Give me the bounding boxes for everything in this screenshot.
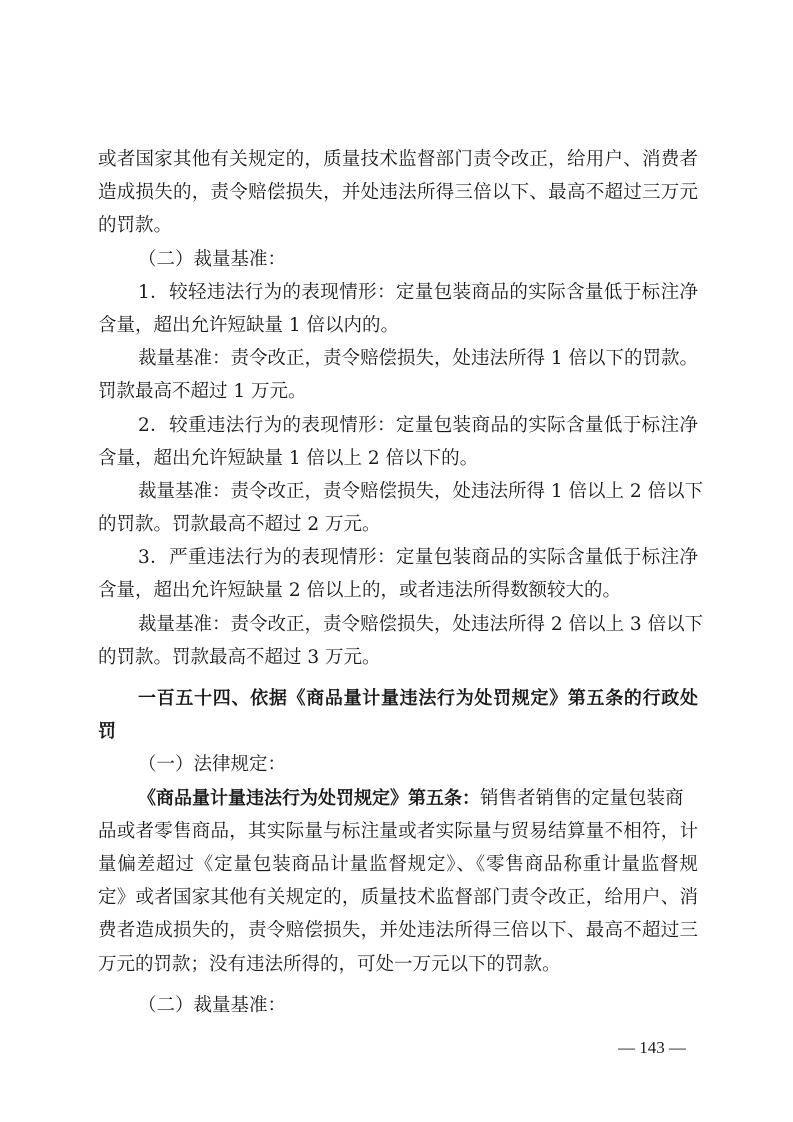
text-line: 定》或者国家其他有关规定的，质量技术监督部门责令改正，给用户、消	[98, 887, 698, 909]
text-line: 品或者零售商品，其实际量与标注量或者实际量与贸易结算量不相符，计	[98, 820, 698, 842]
text-line: 罚款最高不超过 1 万元。	[98, 381, 307, 403]
text-line: 裁量基准：责令改正，责令赔偿损失，处违法所得 2 倍以上 3 倍以下	[138, 613, 704, 635]
text-line: 含量，超出允许短缺量 1 倍以内的。	[98, 314, 400, 336]
text-line: 含量，超出允许短缺量 1 倍以上 2 倍以下的。	[98, 447, 479, 469]
text-line: 含量，超出允许短缺量 2 倍以上的，或者违法所得数额较大的。	[98, 580, 622, 602]
text-line: 费者造成损失的，责令赔偿损失，并处违法所得三倍以下、最高不超过三	[98, 920, 698, 942]
text-line: 2．较重违法行为的表现情形：定量包装商品的实际含量低于标注净	[138, 414, 698, 436]
text-line: （二）裁量基准：	[138, 248, 287, 270]
section-heading-line: 罚	[98, 721, 116, 743]
text-line: 裁量基准：责令改正，责令赔偿损失，处违法所得 1 倍以下的罚款。	[138, 348, 699, 370]
section-heading-line: 一百五十四、依据《商品量计量违法行为处罚规定》第五条的行政处	[138, 688, 698, 709]
text-line: 造成损失的，责令赔偿损失，并处违法所得三倍以下、最高不超过三万元	[98, 182, 698, 204]
text-line: 的罚款。	[98, 215, 173, 237]
document-body	[98, 143, 704, 1022]
text-line: 万元的罚款；没有违法所得的，可处一万元以下的罚款。	[98, 953, 561, 975]
statute-citation: 《商品量计量违法行为处罚规定》第五条：	[138, 787, 480, 809]
text-line: 裁量基准：责令改正，责令赔偿损失，处违法所得 1 倍以上 2 倍以下	[138, 480, 704, 502]
text-line: （一）法律规定：	[138, 754, 287, 776]
text-line: 1．较轻违法行为的表现情形：定量包装商品的实际含量低于标注净	[138, 281, 698, 303]
page-number: — 143 —	[618, 1038, 686, 1057]
text-line: 量偏差超过《定量包装商品计量监督规定》、《零售商品称重计量监督规	[98, 853, 698, 875]
text-line: 的罚款。罚款最高不超过 3 万元。	[98, 646, 381, 668]
statute-text: 销售者销售的定量包装商	[480, 787, 684, 809]
text-line: （二）裁量基准：	[138, 994, 287, 1016]
text-line: 或者国家其他有关规定的，质量技术监督部门责令改正，给用户、消费者	[98, 149, 698, 170]
text-line: 的罚款。罚款最高不超过 2 万元。	[98, 514, 381, 536]
text-line: 3．严重违法行为的表现情形：定量包装商品的实际含量低于标注净	[138, 547, 698, 569]
text-line	[98, 782, 698, 815]
